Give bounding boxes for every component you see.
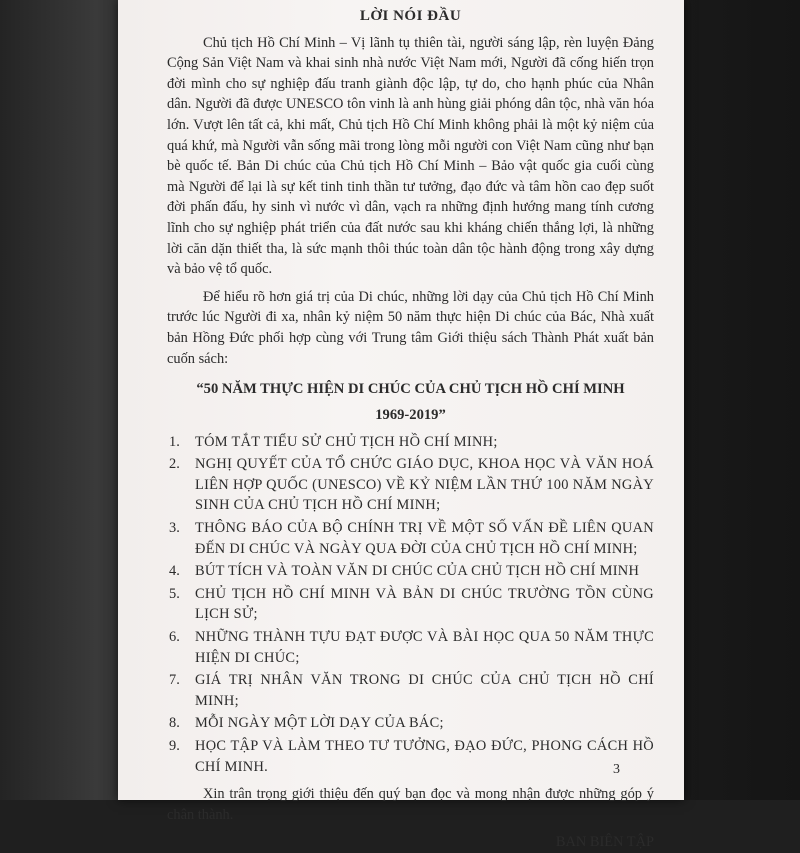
contents-item-number: 2.: [169, 456, 180, 473]
contents-item-text: GIÁ TRỊ NHÂN VĂN TRONG DI CHÚC CỦA CHỦ TỊCH HỒ CHÍ MINH;: [195, 672, 654, 709]
page-number: 3: [613, 762, 620, 777]
contents-item-number: 4.: [169, 563, 180, 580]
contents-item-text: CHỦ TỊCH HỒ CHÍ MINH VÀ BẢN DI CHÚC TRƯỜNG TỒN CÙNG LỊCH SỬ;: [195, 585, 654, 623]
page-heading: LỜI NÓI ĐẦU: [359, 8, 462, 24]
contents-item: [167, 584, 654, 625]
contents-item-number: 9.: [169, 738, 180, 754]
contents-item-number: 8.: [169, 715, 180, 732]
contents-item: [167, 561, 654, 582]
contents-item: [167, 432, 654, 453]
contents-item: [167, 454, 654, 516]
book-page: [118, 0, 684, 851]
contents-item-text: NHỮNG THÀNH TỰU ĐẠT ĐƯỢC VÀ BÀI HỌC QUA 50 NĂM THỰC HIỆN DI CHÚC;: [195, 629, 654, 666]
contents-item-text: TÓM TẮT TIỂU SỬ CHỦ TỊCH HỒ CHÍ MINH;: [195, 433, 498, 450]
contents-item: [167, 670, 654, 711]
contents-item-text: BÚT TÍCH VÀ TOÀN VĂN DI CHÚC CỦA CHỦ TỊCH HỒ CHÍ MINH: [195, 563, 640, 580]
contents-item-number: 5.: [169, 585, 180, 602]
closing-paragraph: Xin trân trọng giới thiệu đến quý bạn đọc và mong nhận được những góp ý chân thành.: [167, 786, 654, 823]
contents-item-number: 3.: [169, 520, 180, 537]
contents-item-text: NGHỊ QUYẾT CỦA TỔ CHỨC GIÁO DỤC, KHOA HỌC VÀ VĂN HOÁ LIÊN HỢP QUỐC (UNESCO) VỀ KỶ NIỆM LẦN THỨ 100 NĂM NGÀY SINH CỦA CHỦ TỊCH HỒ CHÍ MINH;: [195, 456, 654, 514]
page-content: [167, 6, 654, 853]
book-title: “50 NĂM THỰC HIỆN DI CHÚC CỦA CHỦ TỊCH HỒ CHÍ MINH: [196, 381, 625, 398]
contents-item-number: 1.: [169, 433, 180, 450]
contents-item: [167, 627, 654, 668]
contents-item-text: THÔNG BÁO CỦA BỘ CHÍNH TRỊ VỀ MỘT SỐ VẤN ĐỀ LIÊN QUAN ĐẾN DI CHÚC VÀ NGÀY QUA ĐỜI CỦA CHỦ TỊCH HỒ CHÍ MINH;: [195, 520, 654, 557]
contents-item-text: MỖI NGÀY MỘT LỜI DẠY CỦA BÁC;: [195, 715, 444, 732]
editorial-signature: BAN BIÊN TẬP: [555, 834, 654, 851]
contents-item-number: 6.: [169, 629, 180, 646]
book-years: 1969-2019”: [375, 407, 446, 424]
contents-item: [167, 713, 654, 734]
contents-list: [167, 432, 654, 778]
purpose-paragraph: Để hiểu rõ hơn giá trị của Di chúc, những lời dạy của Chủ tịch Hồ Chí Minh trước lúc Người đi xa, nhân kỷ niệm 50 năm thực hiện Di chúc của Bác, Nhà xuất bản Hồng Đức phối hợp cùng với Trung tâm Giới thiệu sách Thành Phát xuất bản cuốn sách:: [167, 288, 654, 367]
contents-item-number: 7.: [169, 672, 180, 689]
intro-paragraph: Chủ tịch Hồ Chí Minh – Vị lãnh tụ thiên tài, người sáng lập, rèn luyện Đảng Cộng Sản Việt Nam và khai sinh nhà nước Việt Nam mới, Người đã cống hiến trọn đời mình cho sự nghiệp đấu tranh giành độc lập, tự do, cho hạnh phúc của Nhân dân. Người đã được UNESCO tôn vinh là anh hùng giải phóng dân tộc, nhà văn hóa lớn. Vượt lên tất cả, khi mất, Chủ tịch Hồ Chí Minh không phải là một kỷ niệm của quá khứ, mà Người vẫn sống mãi trong lòng mỗi người con Việt Nam cũng như bạn bè quốc tế. Bản Di chúc của Chủ tịch Hồ Chí Minh – Bảo vật quốc gia cuối cùng mà Người để lại là sự kết tinh tinh thần tư tưởng, đạo đức và tâm hồn cao đẹp suốt đời phấn đấu, hy sinh vì nước vì dân, vạch ra những định hướng mang tính cương lĩnh cho sự nghiệp phát triển của đất nước sau khi kháng chiến thắng lợi, là những lời căn dặn thiết tha, là sức mạnh thôi thúc toàn dân tộc hành động trong xây dựng và bảo vệ tổ quốc.: [167, 34, 654, 278]
contents-item: [167, 736, 654, 777]
contents-item-text: HỌC TẬP VÀ LÀM THEO TƯ TƯỞNG, ĐẠO ĐỨC, PHONG CÁCH HỒ CHÍ MINH.: [195, 738, 654, 775]
contents-item: [167, 518, 654, 559]
